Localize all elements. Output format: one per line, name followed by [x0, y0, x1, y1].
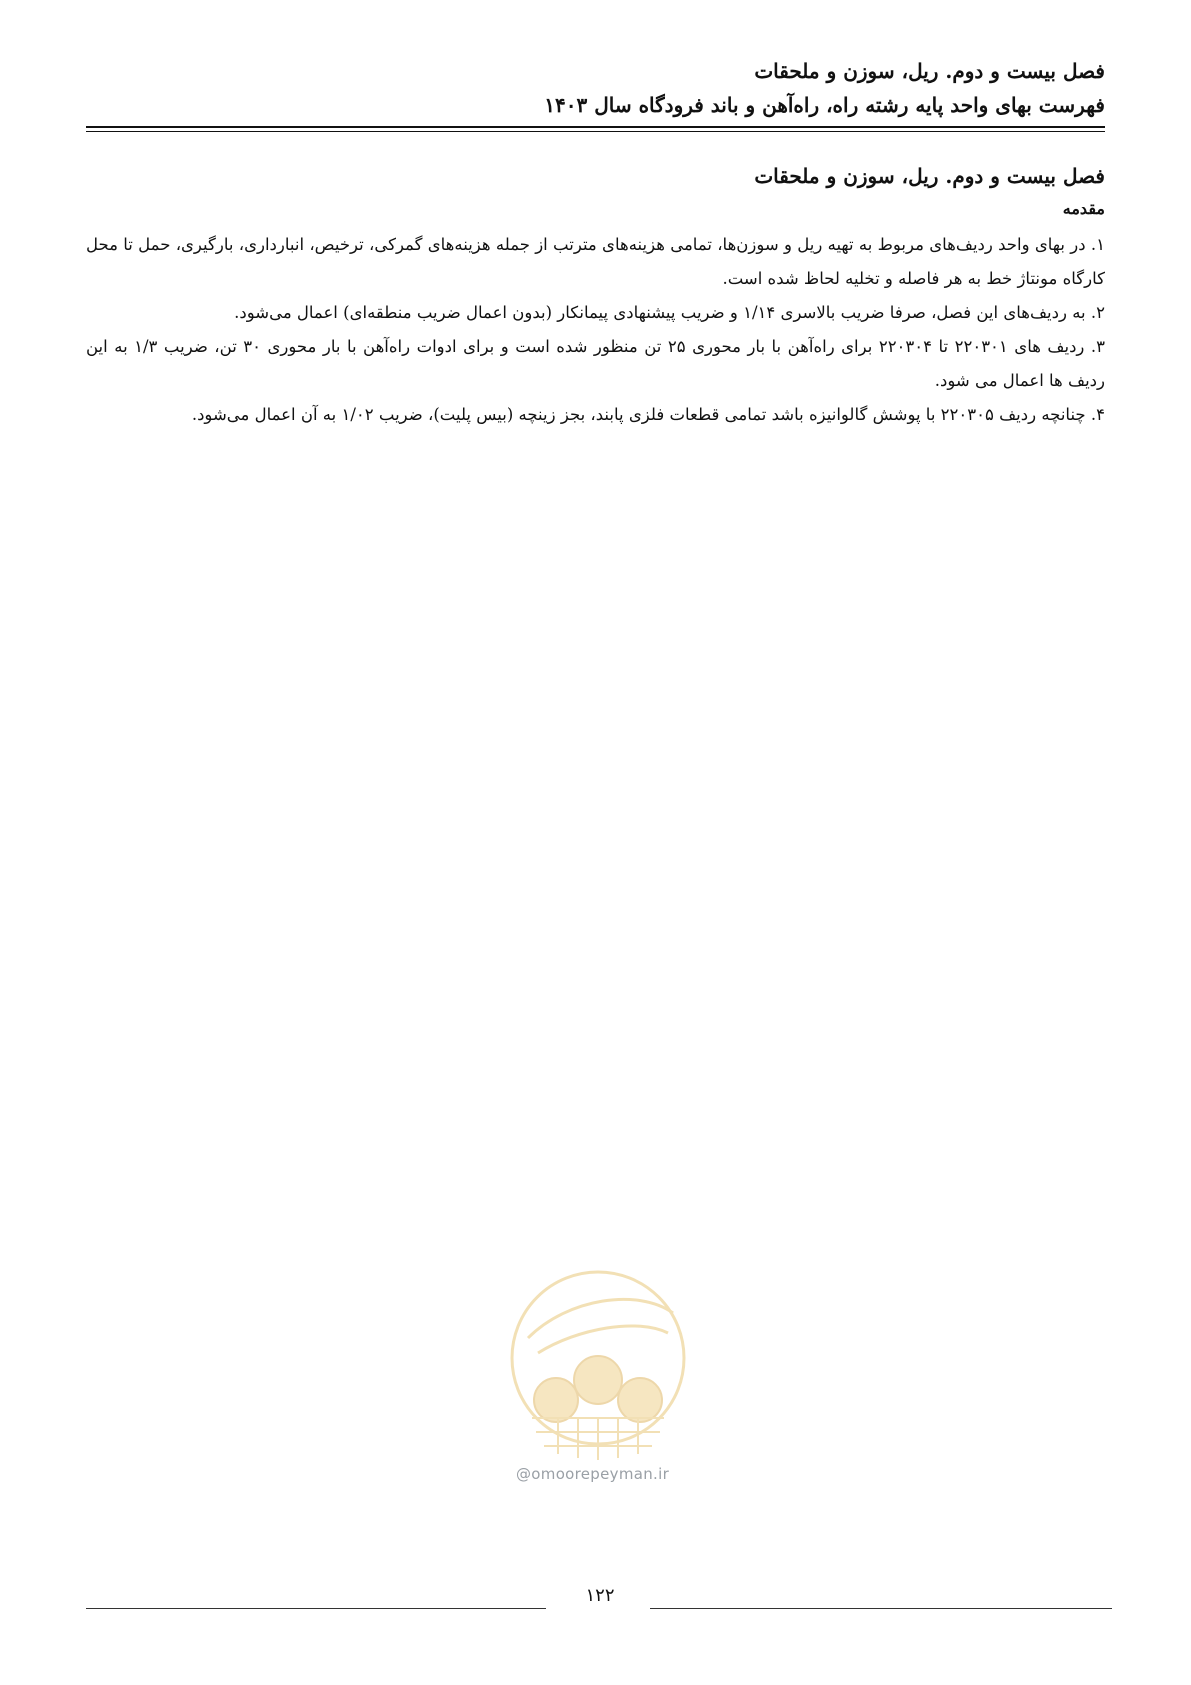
watermark-site: @omoorepeyman.ir	[516, 1465, 670, 1483]
header-chapter-title: فصل بیست و دوم. ریل، سوزن و ملحقات	[754, 59, 1105, 83]
section-title: فصل بیست و دوم. ریل، سوزن و ملحقات	[754, 164, 1105, 188]
watermark-logo	[498, 1258, 698, 1488]
paragraph-1: ۱. در بهای واحد ردیف‌های مربوط به تهیه ریل و سوزن‌ها، تمامی هزینه‌های مترتب از جمله هزینه‌های گمرکی، ترخیص، انبارداری، بارگیری، حمل تا محل کارگاه مونتاژ خط به هر فاصله و تخلیه لحاظ شده است.	[86, 235, 1105, 288]
document-body	[86, 158, 1105, 432]
intro-heading: مقدمه	[1062, 199, 1105, 218]
page-header	[86, 54, 1105, 122]
header-divider	[86, 126, 1105, 132]
paragraph-3: ۳. ردیف های ۲۲۰۳۰۱ تا ۲۲۰۳۰۴ برای راه‌آهن با بار محوری ۲۵ تن منظور شده است و برای ادوات راه‌آهن با بار محوری ۳۰ تن، ضریب ۱/۳ به این ردیف ها اعمال می شود.	[86, 337, 1105, 390]
page-number: ۱۲۲	[585, 1585, 615, 1606]
footer-rule-left	[86, 1608, 546, 1609]
paragraph-2: ۲. به ردیف‌های این فصل، صرفا ضریب بالاسری ۱/۱۴ و ضریب پیشنهادی پیمانکار (بدون اعمال ضریب منطقه‌ای) اعمال می‌شود.	[234, 303, 1105, 322]
header-catalog-title: فهرست بهای واحد پایه رشته راه، راه‌آهن و باند فرودگاه سال ۱۴۰۳	[544, 93, 1105, 117]
watermark-emblem-icon	[498, 1258, 698, 1488]
footer-rule-right	[650, 1608, 1112, 1609]
paragraph-4: ۴. چنانچه ردیف ۲۲۰۳۰۵ با پوشش گالوانیزه باشد تمامی قطعات فلزی پابند، بجز زینچه (بیس پلیت)، ضریب ۱/۰۲ به آن اعمال می‌شود.	[191, 405, 1105, 424]
